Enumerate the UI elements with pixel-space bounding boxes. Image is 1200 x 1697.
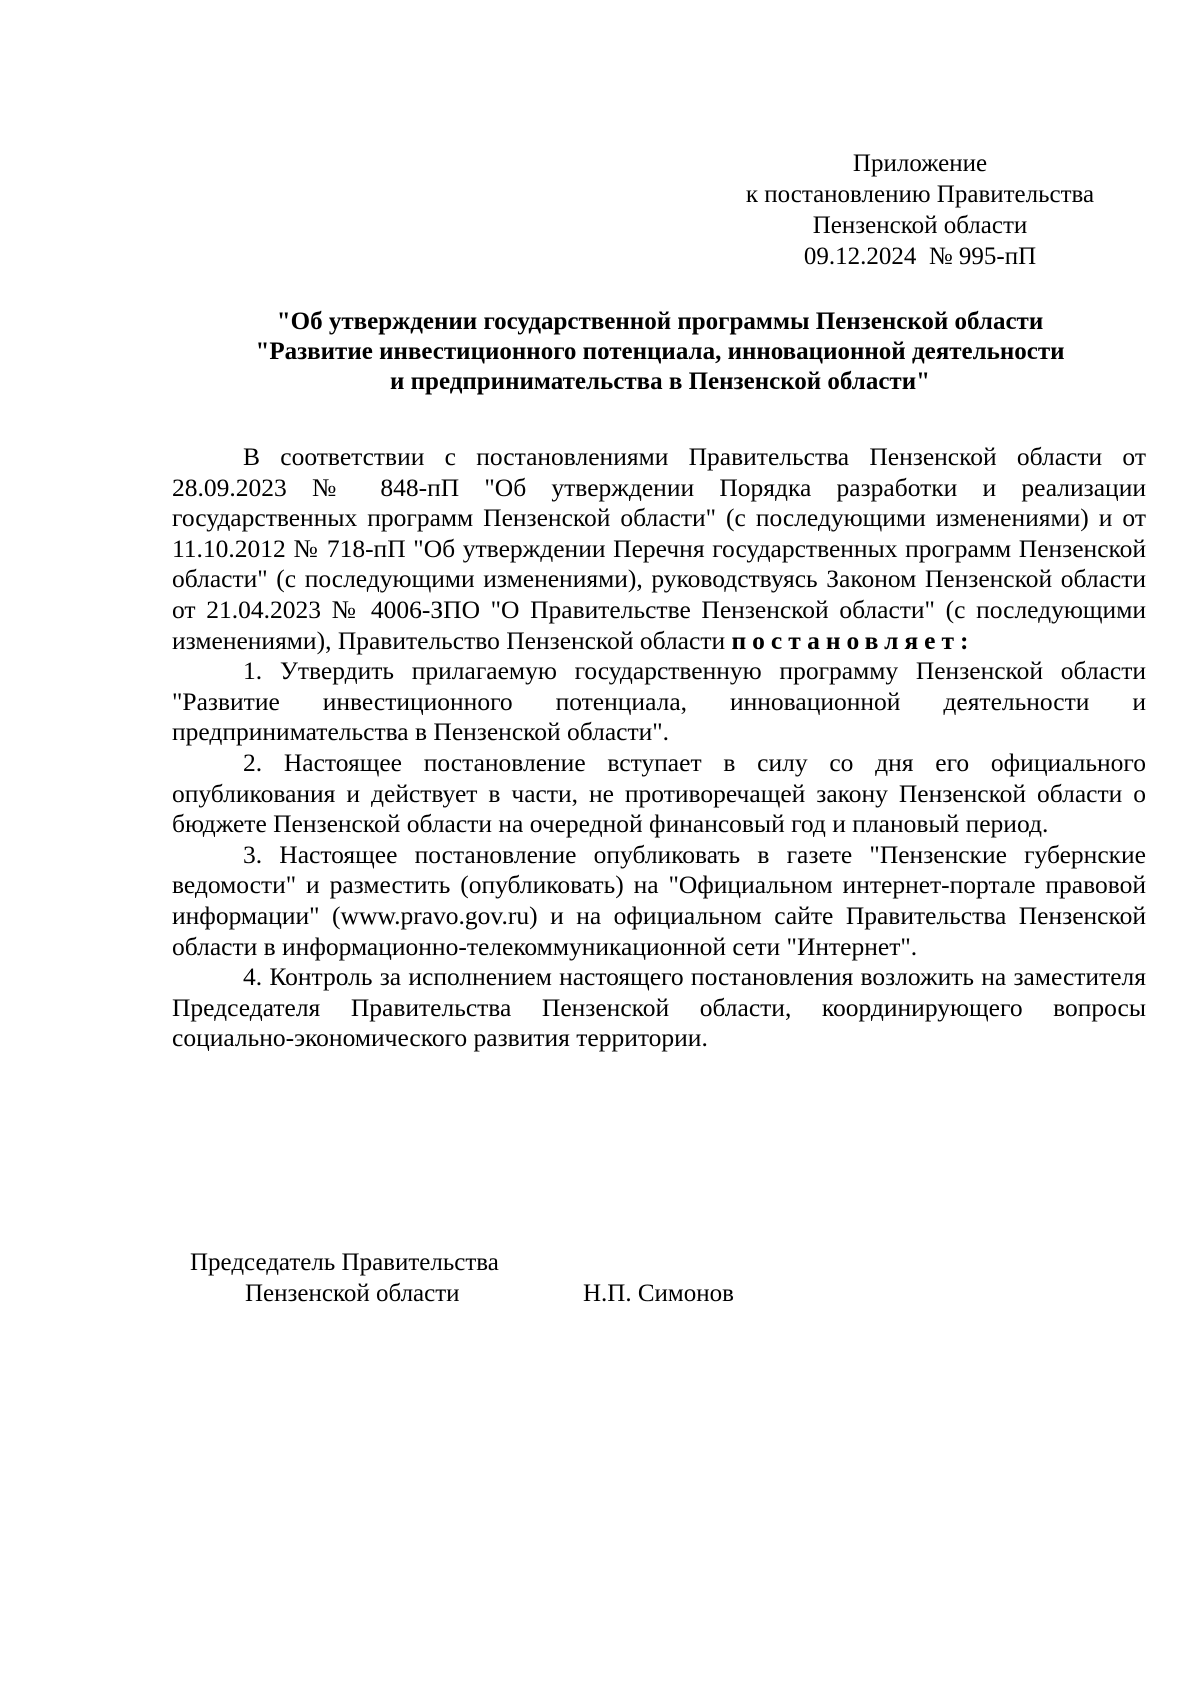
signature-block (190, 1247, 790, 1309)
signature-position: Председатель Правительства (190, 1249, 499, 1276)
preamble-paragraph (172, 442, 1146, 656)
title-line-2: "Развитие инвестиционного потенциала, инновационной деятельности (255, 338, 1065, 365)
appendix-region: Пензенской области (812, 212, 1028, 239)
preamble-text: В соответствии с постановлениями Правительства Пензенской области от 28.09.2023 № 848-пП "Об утверждении Порядка разработки и реализации государственных программ Пензенской области" (с последующими изменениями) и от 11.10.2012 № 718-пП "Об утверждении Перечня государственных программ Пензенской области" (с последующими изменениями), руководствуясь Законом Пензенской области от 21.04.2023 № 4006-ЗПО "О Правительстве Пензенской области" (с последующими изменениями), Правительство Пензенской области (172, 442, 1146, 655)
appendix-number: № 995-пП (928, 243, 1037, 270)
signature-region: Пензенской области (245, 1280, 460, 1307)
item-1: 1. Утвердить прилагаемую государственную программу Пензенской области "Развитие инвестиционного потенциала, инновационной деятельности и предпринимательства в Пензенской области". (172, 656, 1146, 747)
title-line-3: и предпринимательства в Пензенской области" (390, 368, 930, 395)
document-body (172, 442, 1146, 1054)
appendix-header (700, 148, 1140, 272)
decrees-word: постановляет: (731, 625, 975, 655)
signature-name: Н.П. Симонов (583, 1280, 734, 1307)
item-4: 4. Контроль за исполнением настоящего постановления возложить на заместителя Председателя Правительства Пензенской области, координирующего вопросы социально-экономического развития территории. (172, 962, 1146, 1053)
title-line-1: "Об утверждении государственной программы Пензенской области (276, 308, 1044, 335)
appendix-label: Приложение (852, 150, 988, 177)
appendix-date-number (700, 241, 1140, 272)
item-2: 2. Настоящее постановление вступает в силу со дня его официального опубликования и действует в части, не противоречащей закону Пензенской области о бюджете Пензенской области на очередной финансовый год и плановый период. (172, 747, 1146, 839)
appendix-reference: к постановлению Правительства (745, 181, 1095, 208)
item-3: 3. Настоящее постановление опубликовать в газете "Пензенские губернские ведомости" и разместить (опубликовать) на "Официальном интернет-портале правовой информации" (www.pravo.gov.ru) и на официальном сайте Правительства Пензенской области в информационно-телекоммуникационной сети "Интернет". (172, 839, 1146, 961)
document-title (170, 307, 1150, 397)
appendix-date: 09.12.2024 (803, 243, 917, 270)
